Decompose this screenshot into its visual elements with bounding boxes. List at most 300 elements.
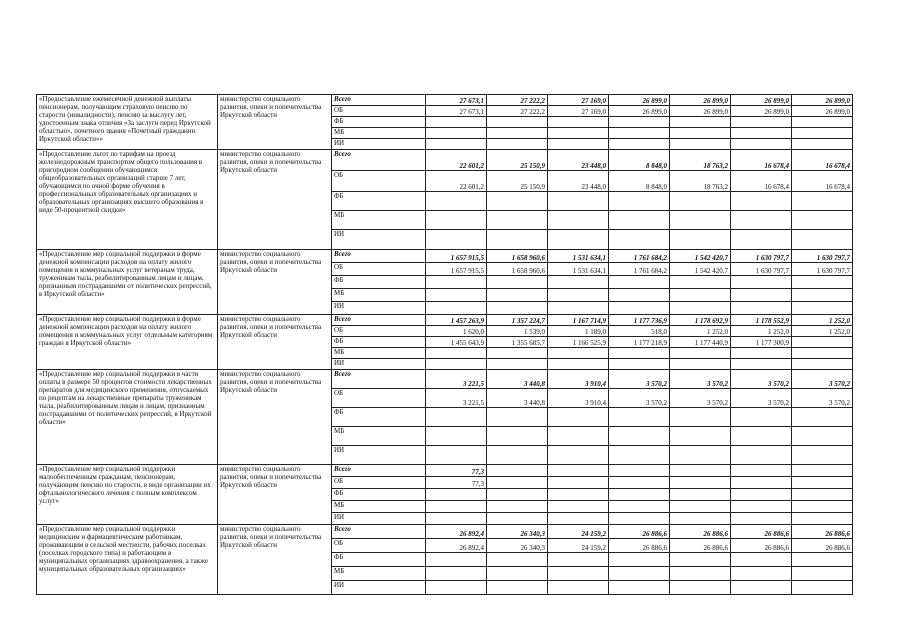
amount-cell: [670, 276, 731, 289]
amount-cell: [792, 139, 853, 150]
amount-cell: [548, 230, 609, 250]
amount-cell: [487, 289, 548, 302]
amount-cell: 26 899,0: [670, 95, 731, 106]
amount-cell: [487, 359, 548, 370]
amount-cell: 1 177 736,9: [609, 315, 670, 326]
amount-cell: 3 570,2: [792, 370, 853, 389]
amount-cell: 26 886,6: [731, 539, 792, 553]
amount-cell: 26 340,3: [487, 525, 548, 539]
amount-cell: 26 886,6: [670, 539, 731, 553]
amount-cell: 27 673,1: [426, 106, 487, 117]
amount-cell: [548, 139, 609, 150]
amount-cell: [731, 427, 792, 446]
amount-cell: [487, 139, 548, 150]
measure-name-cell: «Предоставление мер социальной поддержки в части оплаты в размере 50 процентов стоимости лекарственных препаратов для медицинского применения, отпускаемых по рецептам на лекарственные препараты труженикам тыла, реабилитированным лицам и лицам, признанным пострадавшими от политических репрессий, в Иркутской области»: [37, 370, 218, 465]
funding-source-cell: ОБ: [332, 171, 426, 192]
amount-cell: [548, 489, 609, 501]
amount-cell: 18 763,2: [670, 171, 731, 192]
amount-cell: 1 620,0: [426, 326, 487, 337]
amount-cell: 1 252,0: [731, 326, 792, 337]
amount-cell: [792, 359, 853, 370]
amount-cell: [792, 276, 853, 289]
amount-cell: 27 222,2: [487, 106, 548, 117]
amount-cell: [548, 289, 609, 302]
funding-source-cell: МБ: [332, 348, 426, 359]
amount-cell: 1 357 224,7: [487, 315, 548, 326]
amount-cell: [792, 489, 853, 501]
amount-cell: [731, 211, 792, 230]
amount-cell: [670, 501, 731, 513]
amount-cell: [731, 117, 792, 128]
amount-cell: [792, 117, 853, 128]
amount-cell: 1 531 634,1: [548, 263, 609, 276]
amount-cell: 1 177 300,9: [731, 337, 792, 348]
funding-source-cell: ОБ: [332, 539, 426, 553]
amount-cell: [487, 567, 548, 581]
amount-cell: 1 539,0: [487, 326, 548, 337]
amount-cell: 3 570,2: [731, 389, 792, 408]
amount-cell: [426, 139, 487, 150]
amount-cell: 1 457 263,9: [426, 315, 487, 326]
funding-source-cell: ИИ: [332, 230, 426, 250]
amount-cell: [426, 117, 487, 128]
amount-cell: 27 673,1: [426, 95, 487, 106]
amount-cell: [731, 446, 792, 465]
amount-cell: [426, 446, 487, 465]
amount-cell: [670, 581, 731, 595]
amount-cell: [609, 211, 670, 230]
amount-cell: [792, 427, 853, 446]
amount-cell: [792, 501, 853, 513]
amount-cell: [792, 408, 853, 427]
amount-cell: [792, 230, 853, 250]
amount-cell: [792, 553, 853, 567]
funding-source-cell: ФБ: [332, 117, 426, 128]
amount-cell: 1 657 915,5: [426, 250, 487, 263]
amount-cell: 26 886,6: [609, 525, 670, 539]
amount-cell: [548, 302, 609, 315]
amount-cell: [670, 348, 731, 359]
amount-cell: [487, 513, 548, 525]
amount-cell: [731, 276, 792, 289]
funding-source-cell: ОБ: [332, 326, 426, 337]
funding-source-cell: Всего: [332, 370, 426, 389]
amount-cell: 3 570,2: [670, 370, 731, 389]
amount-cell: 16 678,4: [792, 150, 853, 171]
amount-cell: 16 678,4: [792, 171, 853, 192]
amount-cell: [609, 359, 670, 370]
amount-cell: 26 899,0: [609, 106, 670, 117]
responsible-org-cell: министерство социального развития, опеки и попечительства Иркутской области: [218, 150, 332, 250]
amount-cell: [426, 553, 487, 567]
amount-cell: 22 601,2: [426, 171, 487, 192]
amount-cell: 3 570,2: [731, 370, 792, 389]
budget-table-page: [36, 94, 852, 595]
amount-cell: 3 221,5: [426, 389, 487, 408]
amount-cell: 1 542 420,7: [670, 263, 731, 276]
amount-cell: 1 658 960,6: [487, 263, 548, 276]
amount-cell: [548, 276, 609, 289]
funding-source-cell: ФБ: [332, 489, 426, 501]
amount-cell: [670, 465, 731, 477]
amount-cell: 1 189,0: [548, 326, 609, 337]
amount-cell: 26 886,6: [731, 525, 792, 539]
amount-cell: [670, 192, 731, 211]
amount-cell: [731, 408, 792, 427]
amount-cell: [731, 553, 792, 567]
amount-cell: [670, 408, 731, 427]
amount-cell: [487, 465, 548, 477]
funding-source-cell: МБ: [332, 427, 426, 446]
measure-name-cell: «Предоставление ежемесячной денежной выплаты пенсионерам, получающим страховую пенсию по старости (инвалидности), пенсию за выслугу лет, удостоенным знака отличия «За заслуги перед Иркутской областью», почетного звания «Почетный гражданин Иркутской области»»: [37, 95, 218, 150]
amount-cell: [670, 427, 731, 446]
amount-cell: [426, 501, 487, 513]
amount-cell: 1 252,0: [792, 326, 853, 337]
amount-cell: [670, 513, 731, 525]
amount-cell: [792, 289, 853, 302]
amount-cell: [609, 477, 670, 489]
amount-cell: [731, 230, 792, 250]
amount-cell: [548, 513, 609, 525]
amount-cell: [731, 302, 792, 315]
amount-cell: 3 910,4: [548, 389, 609, 408]
amount-cell: 16 678,4: [731, 150, 792, 171]
amount-cell: 26 899,0: [792, 106, 853, 117]
amount-cell: 1 166 525,9: [548, 337, 609, 348]
amount-cell: [609, 567, 670, 581]
amount-cell: 26 886,6: [792, 539, 853, 553]
amount-cell: [670, 567, 731, 581]
amount-cell: [487, 211, 548, 230]
amount-cell: [731, 567, 792, 581]
amount-cell: [487, 192, 548, 211]
funding-source-cell: ОБ: [332, 389, 426, 408]
amount-cell: [731, 139, 792, 150]
amount-cell: [548, 446, 609, 465]
amount-cell: 1 167 714,9: [548, 315, 609, 326]
amount-cell: 26 899,0: [731, 106, 792, 117]
amount-cell: 26 892,4: [426, 539, 487, 553]
funding-source-cell: ФБ: [332, 276, 426, 289]
amount-cell: 23 448,0: [548, 171, 609, 192]
amount-cell: 1 252,0: [670, 326, 731, 337]
amount-cell: [548, 581, 609, 595]
amount-cell: 3 570,2: [670, 389, 731, 408]
responsible-org-cell: министерство социального развития, опеки и попечительства Иркутской области: [218, 315, 332, 370]
amount-cell: 26 899,0: [609, 95, 670, 106]
amount-cell: 22 601,2: [426, 150, 487, 171]
amount-cell: [609, 289, 670, 302]
amount-cell: [487, 348, 548, 359]
amount-cell: [487, 581, 548, 595]
amount-cell: 26 899,0: [731, 95, 792, 106]
responsible-org-cell: министерство социального развития, опеки и попечительства Иркутской области: [218, 250, 332, 315]
amount-cell: [548, 117, 609, 128]
amount-cell: 3 440,8: [487, 389, 548, 408]
funding-source-cell: МБ: [332, 567, 426, 581]
responsible-org-cell: министерство социального развития, опеки и попечительства Иркутской области: [218, 465, 332, 525]
amount-cell: [487, 276, 548, 289]
amount-cell: [670, 359, 731, 370]
amount-cell: [731, 289, 792, 302]
funding-source-cell: МБ: [332, 128, 426, 139]
amount-cell: 27 222,2: [487, 95, 548, 106]
amount-cell: [426, 567, 487, 581]
amount-cell: [487, 501, 548, 513]
amount-cell: [548, 348, 609, 359]
funding-source-cell: МБ: [332, 501, 426, 513]
amount-cell: 26 899,0: [792, 95, 853, 106]
amount-cell: [426, 513, 487, 525]
amount-cell: [487, 477, 548, 489]
amount-cell: 24 159,2: [548, 539, 609, 553]
funding-source-cell: ФБ: [332, 192, 426, 211]
funding-source-cell: Всего: [332, 315, 426, 326]
amount-cell: [609, 581, 670, 595]
amount-cell: 1 761 684,2: [609, 263, 670, 276]
amount-cell: [487, 553, 548, 567]
amount-cell: [609, 302, 670, 315]
amount-cell: [487, 427, 548, 446]
responsible-org-cell: министерство социального развития, опеки и попечительства Иркутской области: [218, 370, 332, 465]
amount-cell: [670, 446, 731, 465]
funding-source-cell: ОБ: [332, 106, 426, 117]
funding-source-cell: МБ: [332, 289, 426, 302]
funding-source-cell: МБ: [332, 211, 426, 230]
table-row: [37, 250, 853, 263]
amount-cell: [426, 289, 487, 302]
budget-table-body: [37, 95, 853, 595]
amount-cell: 1 178 692,9: [670, 315, 731, 326]
amount-cell: 1 542 420,7: [670, 250, 731, 263]
amount-cell: [487, 302, 548, 315]
amount-cell: 24 159,2: [548, 525, 609, 539]
responsible-org-cell: министерство социального развития, опеки и попечительства Иркутской области: [218, 525, 332, 595]
measure-name-cell: «Предоставление мер социальной поддержки малообеспеченным гражданам, пенсионерам, получающим пенсию по старости, в виде организации их офтальмологического лечения с полным комплексом услуг»: [37, 465, 218, 525]
amount-cell: [792, 192, 853, 211]
amount-cell: 1 252,0: [792, 315, 853, 326]
amount-cell: 8 848,0: [609, 150, 670, 171]
amount-cell: [609, 513, 670, 525]
amount-cell: [609, 192, 670, 211]
funding-source-cell: ИИ: [332, 359, 426, 370]
amount-cell: 18 763,2: [670, 150, 731, 171]
amount-cell: [426, 408, 487, 427]
amount-cell: [426, 581, 487, 595]
amount-cell: [731, 581, 792, 595]
amount-cell: [548, 477, 609, 489]
amount-cell: [670, 117, 731, 128]
amount-cell: 25 150,9: [487, 150, 548, 171]
funding-source-cell: Всего: [332, 465, 426, 477]
amount-cell: 3 221,5: [426, 370, 487, 389]
amount-cell: 1 657 915,5: [426, 263, 487, 276]
table-row: [37, 315, 853, 326]
amount-cell: [609, 348, 670, 359]
amount-cell: [426, 211, 487, 230]
amount-cell: 3 910,4: [548, 370, 609, 389]
amount-cell: [731, 348, 792, 359]
amount-cell: 1 630 797,7: [792, 250, 853, 263]
amount-cell: [792, 128, 853, 139]
funding-source-cell: ИИ: [332, 139, 426, 150]
amount-cell: [609, 465, 670, 477]
funding-source-cell: Всего: [332, 525, 426, 539]
amount-cell: [487, 117, 548, 128]
amount-cell: [609, 446, 670, 465]
amount-cell: [426, 359, 487, 370]
amount-cell: 3 570,2: [792, 389, 853, 408]
amount-cell: 25 150,9: [487, 171, 548, 192]
budget-table: [36, 94, 853, 595]
amount-cell: [487, 446, 548, 465]
amount-cell: [792, 302, 853, 315]
amount-cell: [609, 553, 670, 567]
amount-cell: [548, 192, 609, 211]
amount-cell: 77,3: [426, 465, 487, 477]
table-row: [37, 150, 853, 171]
amount-cell: 1 630 797,7: [731, 263, 792, 276]
table-row: [37, 95, 853, 106]
amount-cell: [548, 553, 609, 567]
amount-cell: 1 355 685,7: [487, 337, 548, 348]
amount-cell: [670, 230, 731, 250]
measure-name-cell: «Предоставление мер социальной поддержки в форме денежной компенсации расходов на оплату жилого помещения и коммунальных услуг ветеранам труда, труженикам тыла, реабилитированным лицам и лицам, признанным пострадавшими от политических репрессий, в Иркутской области»: [37, 250, 218, 315]
amount-cell: 1 455 643,9: [426, 337, 487, 348]
amount-cell: [548, 359, 609, 370]
amount-cell: [792, 337, 853, 348]
amount-cell: 1 531 634,1: [548, 250, 609, 263]
amount-cell: [731, 513, 792, 525]
amount-cell: [548, 465, 609, 477]
table-row: [37, 525, 853, 539]
amount-cell: [670, 489, 731, 501]
amount-cell: 16 678,4: [731, 171, 792, 192]
amount-cell: [731, 465, 792, 477]
amount-cell: 3 570,2: [609, 389, 670, 408]
funding-source-cell: Всего: [332, 150, 426, 171]
amount-cell: 518,0: [609, 326, 670, 337]
funding-source-cell: ИИ: [332, 513, 426, 525]
amount-cell: 26 886,6: [609, 539, 670, 553]
amount-cell: 26 886,6: [792, 525, 853, 539]
amount-cell: [426, 230, 487, 250]
amount-cell: [426, 192, 487, 211]
table-row: [37, 465, 853, 477]
amount-cell: [609, 427, 670, 446]
amount-cell: 8 848,0: [609, 171, 670, 192]
amount-cell: [731, 359, 792, 370]
amount-cell: [792, 446, 853, 465]
amount-cell: [548, 408, 609, 427]
amount-cell: [731, 477, 792, 489]
measure-name-cell: «Предоставление мер социальной поддержки в форме денежной компенсации расходов на оплату жилого помещения и коммунальных услуг отдельным категориям граждан в Иркутской области»: [37, 315, 218, 370]
amount-cell: [609, 117, 670, 128]
amount-cell: [670, 128, 731, 139]
amount-cell: [670, 289, 731, 302]
amount-cell: 1 630 797,7: [792, 263, 853, 276]
funding-source-cell: ОБ: [332, 263, 426, 276]
amount-cell: [548, 567, 609, 581]
amount-cell: [426, 302, 487, 315]
amount-cell: 26 899,0: [670, 106, 731, 117]
table-row: [37, 370, 853, 389]
amount-cell: [426, 276, 487, 289]
funding-source-cell: ФБ: [332, 337, 426, 348]
measure-name-cell: «Предоставление мер социальной поддержки медицинским и фармацевтическим работникам, проживающим в сельской местности, рабочих поселках (поселках городского типа) и работающим в муниципальных организациях здравоохранения, а также муниципальных образовательных организациях»: [37, 525, 218, 595]
amount-cell: [548, 211, 609, 230]
amount-cell: [670, 553, 731, 567]
amount-cell: [670, 211, 731, 230]
amount-cell: [792, 513, 853, 525]
amount-cell: 26 892,4: [426, 525, 487, 539]
amount-cell: [487, 408, 548, 427]
amount-cell: [426, 489, 487, 501]
amount-cell: [792, 477, 853, 489]
amount-cell: 3 440,8: [487, 370, 548, 389]
amount-cell: [487, 128, 548, 139]
amount-cell: 3 570,2: [609, 370, 670, 389]
amount-cell: 1 658 960,6: [487, 250, 548, 263]
funding-source-cell: ФБ: [332, 553, 426, 567]
amount-cell: [670, 477, 731, 489]
amount-cell: 23 448,0: [548, 150, 609, 171]
amount-cell: [792, 567, 853, 581]
funding-source-cell: ИИ: [332, 302, 426, 315]
amount-cell: [609, 139, 670, 150]
amount-cell: [487, 230, 548, 250]
funding-source-cell: ФБ: [332, 408, 426, 427]
amount-cell: 1 630 797,7: [731, 250, 792, 263]
amount-cell: [548, 128, 609, 139]
funding-source-cell: Всего: [332, 250, 426, 263]
amount-cell: [609, 489, 670, 501]
amount-cell: [792, 348, 853, 359]
amount-cell: [609, 501, 670, 513]
amount-cell: [731, 489, 792, 501]
amount-cell: [731, 501, 792, 513]
funding-source-cell: ИИ: [332, 446, 426, 465]
funding-source-cell: ИИ: [332, 581, 426, 595]
amount-cell: 27 169,0: [548, 106, 609, 117]
amount-cell: [426, 128, 487, 139]
amount-cell: 1 761 684,2: [609, 250, 670, 263]
amount-cell: [609, 128, 670, 139]
amount-cell: 1 177 218,9: [609, 337, 670, 348]
amount-cell: [731, 128, 792, 139]
measure-name-cell: «Предоставление льгот по тарифам на проезд железнодорожным транспортом общего пользования в пригородном сообщении обучающимся общеобразовательных организаций старше 7 лет, обучающимся по очной форме обучения в профессиональных образовательных организациях и образовательных организациях высшего образования в виде 50-процентной скидки»: [37, 150, 218, 250]
amount-cell: [670, 139, 731, 150]
amount-cell: 1 178 552,9: [731, 315, 792, 326]
amount-cell: 1 177 440,9: [670, 337, 731, 348]
amount-cell: 27 169,0: [548, 95, 609, 106]
amount-cell: [792, 211, 853, 230]
amount-cell: 77,3: [426, 477, 487, 489]
amount-cell: [487, 489, 548, 501]
amount-cell: [548, 427, 609, 446]
amount-cell: 26 340,3: [487, 539, 548, 553]
amount-cell: [548, 501, 609, 513]
amount-cell: [792, 465, 853, 477]
funding-source-cell: Всего: [332, 95, 426, 106]
amount-cell: 26 886,6: [670, 525, 731, 539]
amount-cell: [609, 230, 670, 250]
funding-source-cell: ОБ: [332, 477, 426, 489]
amount-cell: [426, 427, 487, 446]
amount-cell: [731, 192, 792, 211]
amount-cell: [670, 302, 731, 315]
responsible-org-cell: министерство социального развития, опеки и попечительства Иркутской области: [218, 95, 332, 150]
